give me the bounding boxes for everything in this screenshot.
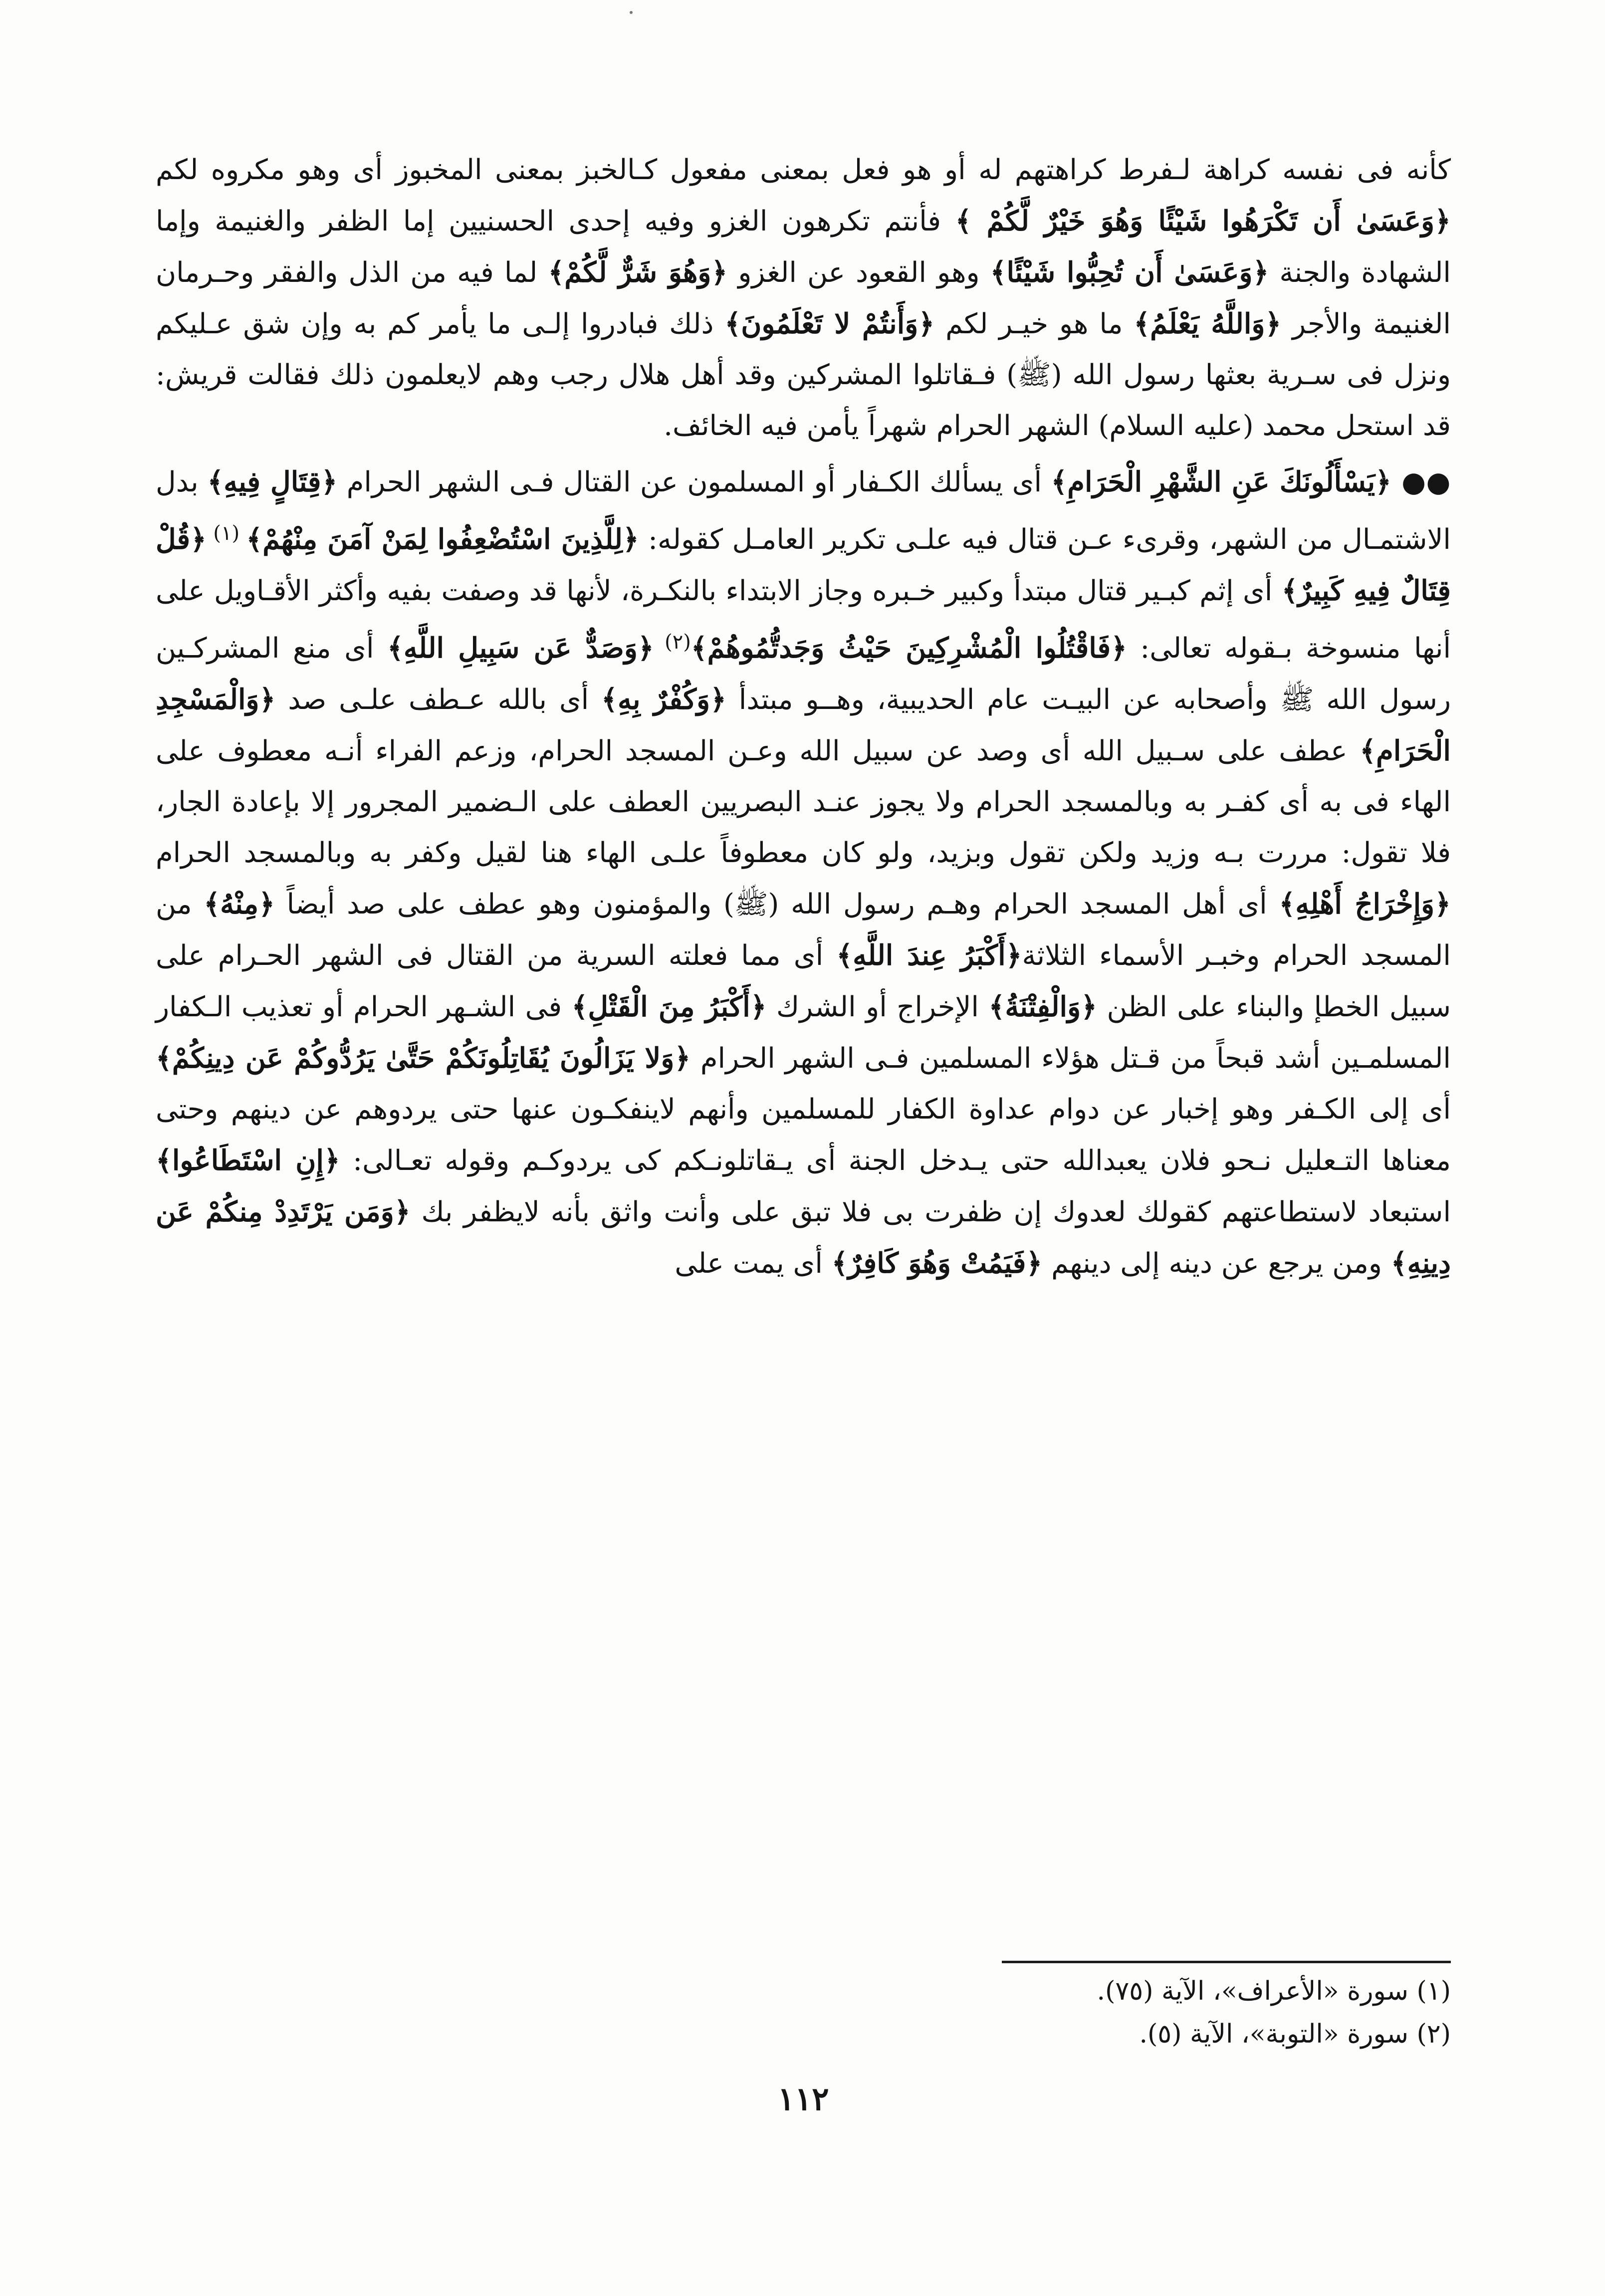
text-run: ما هو خيـر لكم xyxy=(934,308,1134,340)
text-run: وهو القعود عن الغزو xyxy=(727,256,990,289)
quran-quote: ﴿وَالْفِتْنَةُ﴾ xyxy=(988,990,1097,1023)
paragraph-2 xyxy=(156,457,1451,1289)
page-number: ١١٢ xyxy=(777,2080,829,2118)
quran-quote: ﴿وَالْمَسْجِدِ الْحَرَامِ﴾ xyxy=(156,683,1451,767)
text-run: عطف على سـبيل الله أى وصد عن سبيل الله وعـن المسجد الحرام، وزعم الفراء أنـه معطوف على الهاء فى به أى كفـر به وبالمسجد الحرام ولا يجوز عنـد البصريين العطف على الـضمير المجرور إلا بإعادة الجار، فلا تقول: مررت بـه وزيد ولكن تقول وبزيد، ولو كان معطوفاً علـى الهاء هنا لقيل وكفر به وبالمسجد الحرام xyxy=(156,735,1451,869)
footnotes xyxy=(698,1970,1451,2056)
quran-quote: ﴿قُلْ قِتَالٌ فِيهِ كَبِيرٌ﴾ xyxy=(156,523,1451,607)
quran-quote: ﴿وَعَسَىٰ أَن تُحِبُّوا شَيْئًا﴾ xyxy=(990,256,1269,289)
footnote-2: (٢) سورة «التوبة»، الآية (٥). xyxy=(1139,2019,1451,2049)
text-run: فأنتم تكرهون الغزو وفيه إحدى الحسنيين إما الظفر والغنيمة وإما الشهادة والجنة xyxy=(156,205,1451,289)
text-run: من المسجد الحرام وخبـر الأسماء الثلاثة xyxy=(156,888,1451,972)
quran-quote: ﴿وَإِخْرَاجُ أَهْلِهِ﴾ xyxy=(1279,888,1451,920)
quran-quote: ﴿لِلَّذِينَ اسْتُضْعِفُوا لِمَنْ آمَنَ مِنْهُمْ﴾ xyxy=(246,523,639,556)
text-run: ذلك فبادروا إلـى ما يأمر كم به وإن شق عـليكم ونزل فى سـرية بعثها رسول الله (ﷺ) فـقاتلوا المشركين وقد أهل هلال رجب وهم لايعلمون ذلك فقالت قريش: قد استحل محمد (عليه السلام) الشهر الحرام شهراً يأمن فيه الخائف. xyxy=(156,308,1451,442)
text-run: أى مما فعلته السرية من القتال فى الشهر الحـرام على سبيل الخطإ والبناء على الظن xyxy=(156,939,1451,1023)
scan-speck xyxy=(630,11,633,14)
footnote-reference: (٢) xyxy=(654,631,691,654)
text-run: أى منع المشركـين رسول الله ﷺ وأصحابه عن البيـت عام الحديبية، وهــو مبتدأ xyxy=(156,632,1451,716)
footnote-1: (١) سورة «الأعراف»، الآية (٧٥). xyxy=(1097,1976,1451,2006)
quran-quote: ﴿وَاللَّهُ يَعْلَمُ﴾ xyxy=(1134,307,1282,340)
main-text xyxy=(156,145,1451,1289)
text-run: كأنه فى نفسه كراهة لـفرط كراهتهم له أو هو فعل بمعنى مفعول كـالخبز بمعنى المخبوز أى وهو مكروه لكم xyxy=(156,154,1451,186)
text-run: أى يسألك الكـفار أو المسلمون عن القتال فـى الشهر الحرام xyxy=(337,466,1051,498)
quran-quote: ﴿وَهُوَ شَرٌّ لَّكُمْ﴾ xyxy=(548,256,728,289)
paragraph-1 xyxy=(156,145,1451,452)
quran-quote: ﴿يَسْأَلُونَكَ عَنِ الشَّهْرِ الْحَرَامِ﴾ xyxy=(1051,465,1391,498)
text-run: أى أهل المسجد الحرام وهـم رسول الله (ﷺ) والمؤمنون وهو عطف على صد أيضاً xyxy=(274,888,1279,920)
text-run: لما فيه من الذل والفقر وحـرمان الغنيمة والأجر xyxy=(156,256,1451,340)
quran-quote: ﴿وَأَنتُمْ لا تَعْلَمُونَ﴾ xyxy=(724,307,935,340)
quran-quote: ﴿قِتَالٍ فِيهِ﴾ xyxy=(207,465,338,498)
quran-quote: ﴿إِنِ اسْتَطَاعُوا﴾ xyxy=(156,1144,340,1177)
footnote-reference: (١) xyxy=(207,522,246,545)
quran-quote: ﴿وَلا يَزَالُونَ يُقَاتِلُونَكُمْ حَتَّىٰ يَرُدُّوكُمْ عَن دِينِكُمْ﴾ xyxy=(156,1042,691,1075)
quran-quote: ﴿وَمَن يَرْتَدِدْ مِنكُمْ عَن دِينِهِ﴾ xyxy=(156,1195,1451,1280)
text-run: فى الشـهر الحرام أو تعذيب الـكفار المسلمـين أشد قبحاً من قـتل هؤلاء المسلمين فـى الشهر الحرام xyxy=(156,991,1451,1075)
quran-quote: ﴿وَعَسَىٰ أَن تَكْرَهُوا شَيْئًا وَهُوَ خَيْرٌ لَّكُمْ ﴾ xyxy=(955,205,1451,237)
text-run: أى إلى الكـفر وهو إخبار عن دوام عداوة الكفار للمسلمين وأنهم لاينفكـون عنها حتى يردوهم عن دينهم وحتى معناها التـعليل نـحو فلان يعبدالله حتى يـدخل الجنة أى يـقاتلونـكم كى يردوكـم وقوله تعـالى: xyxy=(156,1093,1451,1177)
quran-quote: ﴿مِنْهُ﴾ xyxy=(204,888,275,920)
quran-quote: ﴿أَكْبَرُ عِندَ اللَّهِ﴾ xyxy=(836,939,1022,972)
text-run: بدل الاشتمـال من الشهر، وقرىء عـن قتال فيه علـى تكرير العامـل كقوله: xyxy=(156,466,1451,556)
text-run: أى إثم كبـير قتال مبتدأ وكبير خـبره وجاز الابتداء بالنكـرة، لأنها قد وصفت بفيه وأكثر الأقـاويل على أنها منسوخة بـقوله تعالى: xyxy=(156,575,1451,665)
quran-quote: ﴿وَكُفْرٌ بِهِ﴾ xyxy=(601,683,726,716)
quran-quote: ﴿أَكْبَرُ مِنَ الْقَتْلِ﴾ xyxy=(571,990,767,1023)
footnote-separator xyxy=(1002,1961,1451,1963)
quran-quote: ﴿فَاقْتُلُوا الْمُشْرِكِينَ حَيْثُ وَجَدتُّمُوهُمْ﴾ xyxy=(690,632,1127,665)
text-run: الإخراج أو الشرك xyxy=(766,991,989,1023)
text-run: استبعاد لاستطاعتهم كقولك لعدوك إن ظفرت بى فلا تبق على وأنت واثق بأنه لايظفر بك xyxy=(410,1196,1451,1228)
quran-quote: ﴿وَصَدٌّ عَن سَبِيلِ اللَّهِ﴾ xyxy=(387,632,654,665)
quran-quote: ﴿فَيَمُتْ وَهُوَ كَافِرٌ﴾ xyxy=(831,1247,1043,1280)
text-run: ومن يرجع عن دينه إلى دينهم xyxy=(1042,1247,1391,1280)
text-run: أى يمت على xyxy=(675,1247,832,1280)
paragraph-bullets: ●● xyxy=(1391,465,1451,498)
text-run: أى بالله عـطف علـى صد xyxy=(275,684,602,716)
